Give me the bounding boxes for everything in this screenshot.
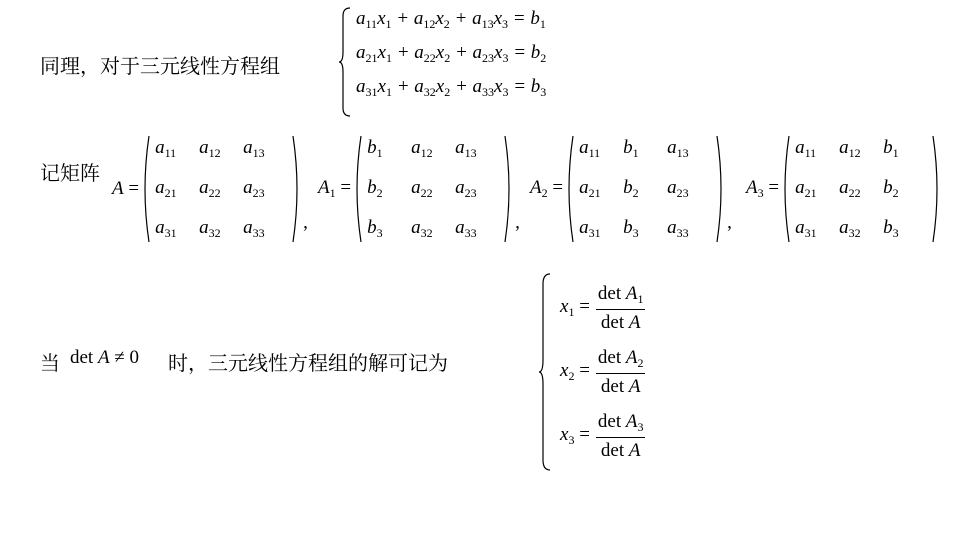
matrix-entries — [791, 137, 931, 241]
matrix-entry: $a_{32}$ — [411, 217, 433, 240]
equation-1: $a_{11}x_1 + a_{12}x_2 + a_{13}x_3 = b_1$ — [356, 8, 546, 31]
left-paren — [563, 134, 575, 244]
matrix-entry: $a_{32}$ — [199, 217, 221, 240]
matrix-intro-text: 记矩阵 — [40, 161, 100, 185]
matrix-label: $A_3$ = — [746, 177, 780, 200]
matrix-entry: $a_{33}$ — [455, 217, 477, 240]
matrix-entry: $a_{33}$ — [243, 217, 265, 240]
solution-intro-text: 时，三元线性方程组的解可记为 — [168, 351, 448, 375]
solution-system — [560, 276, 645, 468]
solution-variable: $x_2$ = — [560, 360, 590, 383]
solution-row-2 — [560, 340, 645, 404]
matrix-entry: $a_{13}$ — [243, 137, 265, 160]
equation-3: $a_{31}x_1 + a_{32}x_2 + a_{33}x_3 = b_3$ — [356, 76, 547, 99]
equation-2: $a_{21}x_1 + a_{22}x_2 + a_{23}x_3 = b_2$ — [356, 42, 547, 65]
equation-system — [356, 8, 546, 110]
matrix-entry: $a_{21}$ — [795, 177, 817, 200]
matrix-entry: $a_{11}$ — [579, 137, 601, 160]
right-paren — [503, 134, 515, 244]
solution-brace — [538, 272, 552, 472]
solution-variable: $x_3$ = — [560, 424, 590, 447]
matrix-label: $A_1$ = — [318, 177, 352, 200]
separator-comma: , — [727, 212, 732, 233]
matrix-a — [112, 134, 308, 244]
left-paren — [351, 134, 363, 244]
matrix-entry: $b_2$ — [883, 177, 899, 200]
matrix-entry: $b_2$ — [623, 177, 639, 200]
solution-variable: $x_1$ = — [560, 296, 590, 319]
right-paren — [291, 134, 303, 244]
matrix-entry: $a_{13}$ — [455, 137, 477, 160]
matrix-entry: $a_{12}$ — [411, 137, 433, 160]
matrix-entry: $b_1$ — [883, 137, 899, 160]
separator-comma: , — [515, 212, 520, 233]
solution-fraction: $\frac{\det A_3}{\text{det A}}$ — [597, 410, 644, 461]
matrix-label: A = — [112, 178, 140, 199]
matrix-entry: $a_{23}$ — [667, 177, 689, 200]
matrix-entry: $a_{21}$ — [155, 177, 177, 200]
matrix-entries — [151, 137, 291, 241]
matrix-entry: $a_{22}$ — [199, 177, 221, 200]
solution-fraction: $\frac{\det A_2}{\text{det A}}$ — [597, 346, 644, 397]
matrix-entry: $b_2$ — [367, 177, 383, 200]
solution-row-3 — [560, 404, 645, 468]
matrix-entry: $a_{22}$ — [411, 177, 433, 200]
right-paren — [931, 134, 943, 244]
matrix-entry: $b_1$ — [367, 137, 383, 160]
matrix-entry: $b_3$ — [883, 217, 899, 240]
matrix-entry: $a_{32}$ — [839, 217, 861, 240]
matrix-entry: $a_{31}$ — [155, 217, 177, 240]
matrix-entry: $a_{13}$ — [667, 137, 689, 160]
matrix-label: $A_2$ = — [530, 177, 564, 200]
matrix-entry: $b_3$ — [367, 217, 383, 240]
matrix-entry: $a_{11}$ — [155, 137, 177, 160]
condition-prefix: 当 — [40, 351, 60, 375]
matrix-entry: $a_{23}$ — [243, 177, 265, 200]
matrix-entry: $b_3$ — [623, 217, 639, 240]
matrix-entries — [363, 137, 503, 241]
intro-text: 同理，对于三元线性方程组 — [40, 54, 280, 78]
matrix-entry: $a_{12}$ — [199, 137, 221, 160]
left-paren — [779, 134, 791, 244]
matrix-entry: $a_{31}$ — [795, 217, 817, 240]
matrix-entry: $a_{22}$ — [839, 177, 861, 200]
matrix-entry: $a_{21}$ — [579, 177, 601, 200]
right-paren — [715, 134, 727, 244]
matrix-entry: $a_{12}$ — [839, 137, 861, 160]
matrix-entry: $a_{31}$ — [579, 217, 601, 240]
condition-expr: det A ≠ 0 — [70, 347, 140, 368]
matrix-a3 — [746, 134, 943, 244]
matrix-a2 — [530, 134, 732, 244]
matrix-entry: $a_{33}$ — [667, 217, 689, 240]
matrix-entry: $a_{11}$ — [795, 137, 817, 160]
system-brace — [338, 6, 352, 118]
solution-row-1 — [560, 276, 645, 340]
solution-fraction: $\frac{\det A_1}{\text{det A}}$ — [597, 282, 644, 333]
separator-comma: , — [303, 212, 308, 233]
matrix-entries — [575, 137, 715, 241]
left-paren — [139, 134, 151, 244]
matrix-entry: $a_{23}$ — [455, 177, 477, 200]
matrix-entry: $b_1$ — [623, 137, 639, 160]
matrix-a1 — [318, 134, 520, 244]
